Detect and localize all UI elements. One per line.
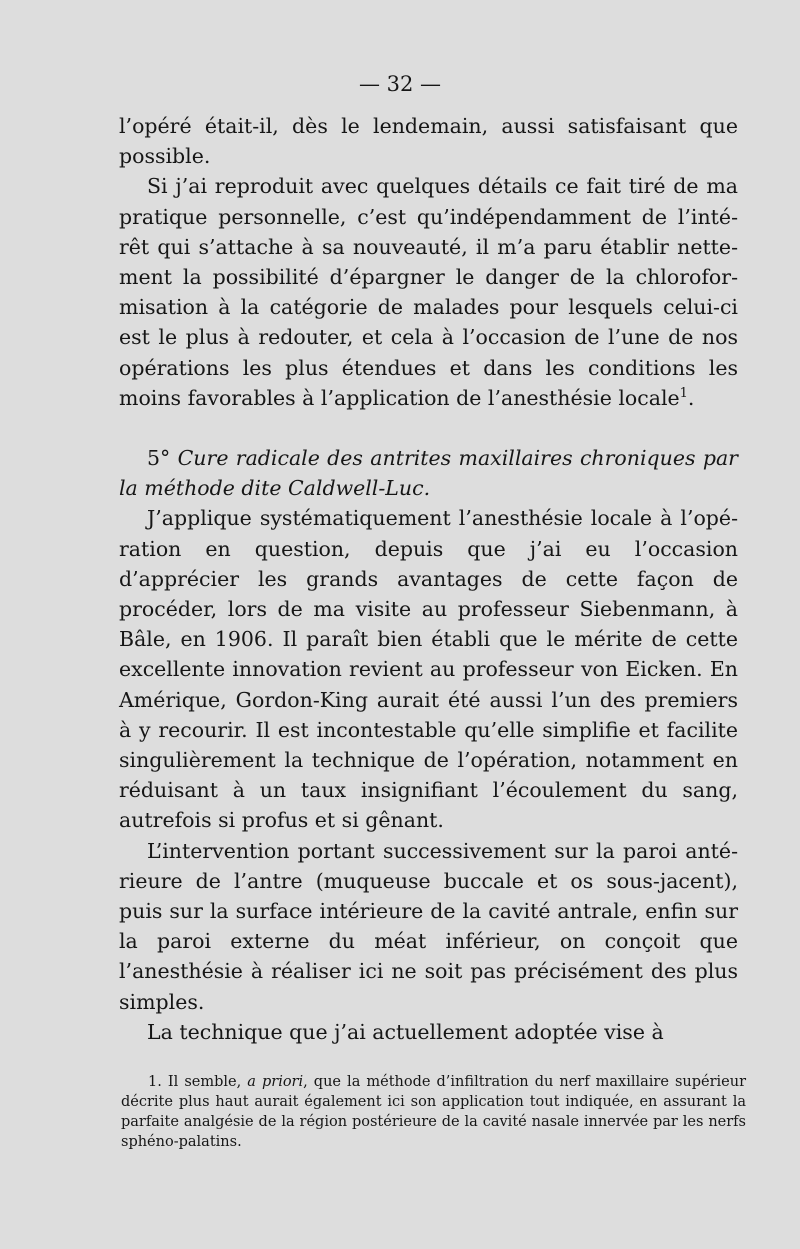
footnote-reference: 1: [679, 386, 688, 401]
paragraph-reproduit-text: Si j’ai reproduit avec quelques détails ce fait tiré de ma pratique personnelle, c’est qu’indépendamment de l’intérêt qui s’attache à sa nouveauté, il m’a paru établir nettement la possibilité d’épargner le danger de la chloroformisation à la catégorie de malades pour lesquels celui-ci est le plus à redouter, et cela à l’occasion de l’une de nos opérations les plus étendues et dans les conditions les moins favorables à l’application de l’anesthésie locale: [119, 174, 738, 410]
section-heading: [119, 443, 738, 503]
page-number: — 32 —: [358, 72, 442, 96]
section-number: 5°: [147, 446, 171, 471]
footnotes: [121, 1072, 746, 1152]
paragraph-reproduit-end: .: [687, 385, 695, 410]
paragraph-technique: La technique que j’ai actuellement adoptée vise à: [147, 1019, 664, 1044]
footnote-text-before: Il semble,: [167, 1074, 242, 1090]
footnote-text-after: , que la méthode d’infiltration du nerf maxillaire supérieur décrite plus haut aurait également ici son application tout indiquée, en assurant la parfaite analgésie de la région postérieure de la cavité nasale innervée par les nerfs sphéno-palatins.: [121, 1074, 747, 1150]
paragraph-applique: J’applique systématiquement l’anesthésie locale à l’opération en question, depuis que j’ai eu l’occasion d’apprécier les grands avantages de cette façon de procéder, lors de ma visite au professeur Siebenmann, à Bâle, en 1906. Il paraît bien établi que le mérite de cette excellente innovation revient au professeur von Eicken. En Amérique, Gordon-King aurait été aussi l’un des premiers à y recourir. Il est incontestable qu’elle simplifie et facilite singulièrement la technique de l’opération, notamment en réduisant à un taux insignifiant l’écoulement du sang, autrefois si profus et si gênant.: [119, 506, 738, 833]
section-gap: [119, 413, 738, 443]
footnote-marker: 1.: [148, 1074, 162, 1090]
body-text: [119, 111, 738, 1047]
paragraph-reproduit: [119, 171, 738, 413]
paragraph-intervention: L’intervention portant successivement sur la paroi antérieure de l’antre (muqueuse buccale et os sous-jacent), puis sur la surface intérieure de la cavité antrale, enfin sur la paroi externe du méat inférieur, on conçoit que l’anesthésie à réaliser ici ne soit pas précisément des plus simples.: [119, 838, 738, 1014]
section-title: Cure radicale des antrites maxillaires chroniques par la méthode dite Caldwell-Luc.: [119, 446, 738, 501]
footnote-1: [121, 1072, 746, 1152]
paragraph-continued: l’opéré était-il, dès le lendemain, aussi satisfaisant que possible.: [119, 114, 738, 169]
footnote-italic: a priori: [247, 1074, 304, 1090]
